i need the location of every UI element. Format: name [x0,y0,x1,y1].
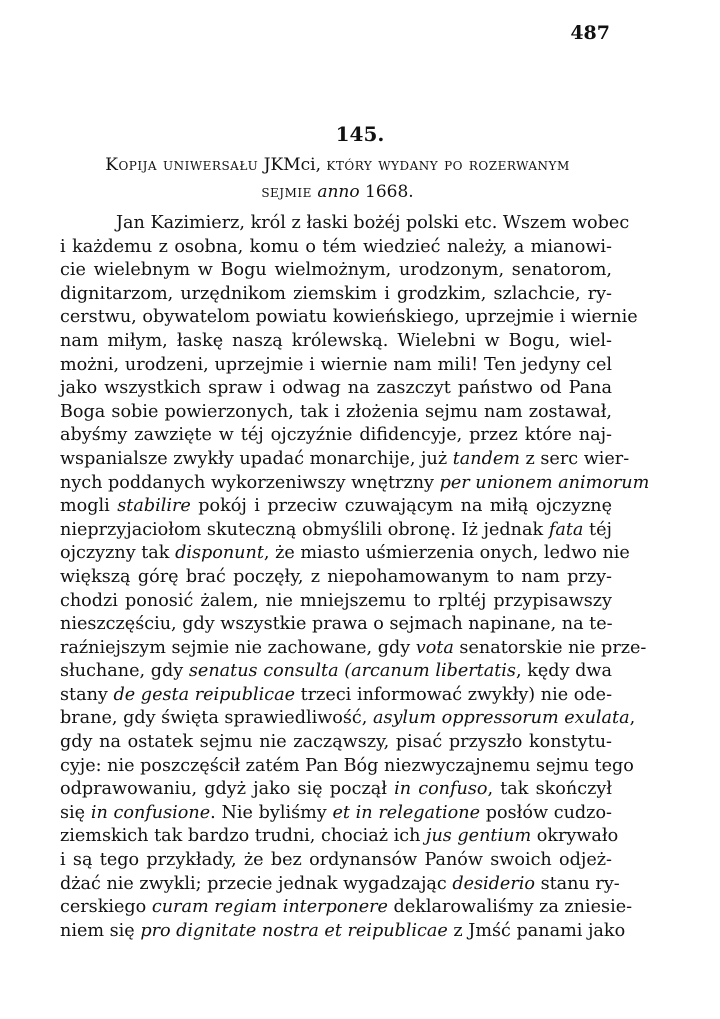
text-segment: się [60,802,91,823]
text-line [60,707,636,731]
text-segment: cerstwu, obywatelom powiatu kowieńskiego, uprzejmie i wiernie [60,307,638,328]
text-line [60,660,612,684]
text-line [60,778,612,802]
text-line [60,896,633,920]
text-segment: nych poddanych wykorzeniwszy wnętrzny [60,472,440,493]
text-line [60,637,647,661]
text-segment: ojczyzny tak [60,543,176,564]
text-segment: stanu ry- [534,873,620,894]
latin-phrase: disponunt [175,543,264,564]
heading-title-end: który wydany po rozerwanym [326,155,570,175]
latin-phrase: in confusione [90,802,211,823]
text-line [60,684,612,708]
latin-phrase: senatus consulta (arcanum libertatis [188,661,516,682]
text-segment: pokój i przeciw czuwającym na miłą ojczyznę [190,496,612,517]
text-line [60,920,626,944]
heading-year: 1668. [365,182,414,202]
text-segment: cie wielebnym w Bogu wielmożnym, urodzonym, senatorom, [60,260,612,281]
text-line [60,519,612,543]
heading-sejm-word: sejmie [261,182,312,202]
text-segment: słuchane, gdy [60,661,189,682]
text-segment: nieprzyjaciołom skuteczną obmyślili obronę. Iż jednak [60,519,549,540]
text-line [60,731,612,755]
heading-line-2 [60,179,615,206]
latin-phrase: asylum oppressorum exulata [372,708,630,729]
text-line [60,377,612,401]
text-line [60,448,630,472]
text-segment: senatorskie nie prze- [453,637,647,658]
text-line [60,495,612,519]
page-number: 487 [570,22,610,44]
latin-phrase: jus gentium [426,826,532,847]
text-line [60,354,612,378]
text-line [60,236,612,260]
text-segment: deklarowaliśmy za zniesie- [387,897,633,918]
text-line [60,424,612,448]
text-line [60,613,612,637]
text-segment: z Jmść panami jako [447,920,626,941]
text-segment: . Nie byliśmy [210,802,333,823]
text-segment: , tak skończył [487,779,612,800]
text-segment: chodzi ponosić żalem, nie mniejszemu to rpltéj przypisawszy [60,590,612,611]
text-segment: gdy na ostatek sejmu nie zacząwszy, pisać przyszło konstytu- [60,732,612,753]
document-heading [60,152,615,206]
latin-phrase: in confuso [394,779,488,800]
text-segment: nam miłym, łaskę naszą królewską. Wielebni w Bogu, wiel- [60,330,612,351]
text-line [60,849,612,873]
text-segment: nieszczęściu, gdy wszystkie prawa o sejmach napinane, na te- [60,614,613,635]
text-segment: z serc wier- [519,448,630,469]
text-segment: , że miasto uśmierzenia onych, ledwo nie [263,543,630,564]
text-line [60,330,612,354]
latin-phrase: stabilire [117,496,191,517]
heading-anno-word: anno [317,182,360,202]
text-segment: Jan Kazimierz, król z łaski bożéj polski etc. Wszem wobec [116,213,630,233]
text-line [60,755,634,779]
text-segment: raźniejszym sejmie nie zachowane, gdy [60,637,416,658]
latin-phrase: fata [548,519,584,540]
text-segment: możni, urodzeni, uprzejmie i wiernie nam mili! Ten jedyny cel [60,354,612,375]
text-line [60,306,638,330]
latin-phrase: vota [415,637,454,658]
text-segment: téj [583,519,612,540]
text-segment: ziemskich tak bardzo trudni, chociaż ich [60,826,427,847]
text-segment: niem się [60,920,141,941]
latin-phrase: et in relegatione [332,802,481,823]
text-segment: odprawowaniu, gdyż jako się począł [60,779,395,800]
text-line [60,566,612,590]
text-line [60,259,612,283]
text-segment: brane, gdy święta sprawiedliwość, [60,708,373,729]
text-line [60,802,612,826]
text-segment: , kędy dwa [515,661,612,682]
document-number: 145. [335,122,385,146]
heading-title-start: Kopija uniwersału [105,155,259,175]
latin-phrase: de gesta reipublicae [113,684,296,705]
text-segment: jako wszystkich spraw i odwag na zaszczyt państwo od Pana [60,378,612,399]
heading-line-1 [60,152,615,179]
text-line [60,825,619,849]
text-line [60,401,612,425]
latin-phrase: desiderio [452,873,535,894]
text-segment: , [629,708,636,729]
text-segment: dignitarzom, urzędnikom ziemskim i grodzkim, szlachcie, ry- [60,283,612,304]
text-segment: posłów cudzo- [480,802,612,823]
heading-king-abbrev: JKMci, [263,155,321,175]
text-segment: mogli [60,496,118,517]
text-line [60,212,630,236]
text-segment: cyje: nie poszczęścił zatém Pan Bóg niezwyczajnemu sejmu tego [60,755,634,776]
text-segment: Boga sobie powierzonych, tak i złożenia sejmu nam zostawał, [60,401,612,422]
latin-phrase: curam regiam interponere [151,897,388,918]
text-line [60,472,650,496]
text-segment: i każdemu z osobna, komu o tém wiedzieć należy, a mianowi- [60,236,612,257]
text-segment: abyśmy zawzięte w téj ojczyźnie difidencyje, przez które naj- [60,425,612,446]
latin-phrase: per unionem animorum [439,472,650,493]
latin-phrase: pro dignitate nostra et reipublicae [140,920,448,941]
text-line [60,542,630,566]
text-line [60,873,620,897]
latin-phrase: tandem [452,448,520,469]
text-segment: wspanialsze zwykły upadać monarchije, już [60,448,453,469]
text-segment: okrywało [531,826,619,847]
text-segment: trzeci informować zwykły) nie ode- [295,684,613,705]
text-line [60,590,612,614]
text-segment: dżać nie zwykli; przecie jednak wygadzając [60,873,453,894]
text-segment: cerskiego [60,897,152,918]
text-line [60,283,612,307]
text-segment: i są tego przykłady, że bez ordynansów Panów swoich odjeż- [60,850,612,871]
text-segment: większą górę brać poczęły, z niepohamowanym to nam przy- [60,566,612,587]
text-segment: stany [60,684,114,705]
body-text [60,212,650,943]
